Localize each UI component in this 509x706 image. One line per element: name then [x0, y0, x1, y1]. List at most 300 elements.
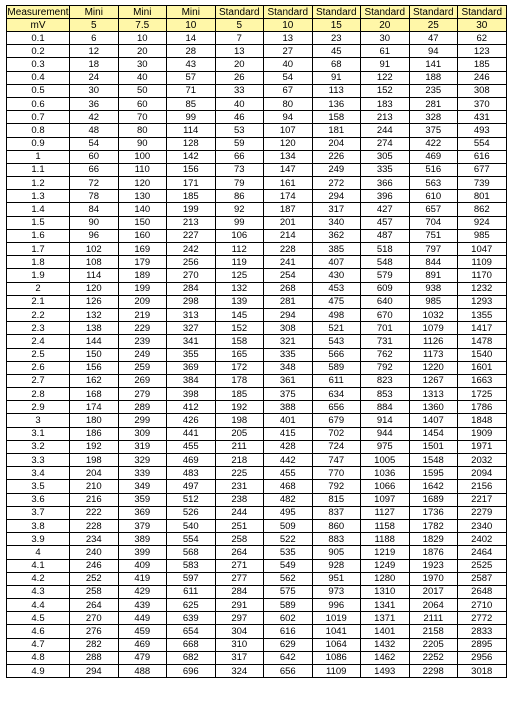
value-cell: 216 — [70, 493, 119, 506]
value-cell: 192 — [70, 440, 119, 453]
value-cell: 234 — [70, 533, 119, 546]
value-cell: 1293 — [458, 295, 507, 308]
measurement-cell: 4 — [7, 546, 70, 559]
table-row — [7, 506, 507, 519]
table-row — [7, 348, 507, 361]
table-row — [7, 111, 507, 124]
value-cell: 2156 — [458, 480, 507, 493]
value-cell: 366 — [361, 177, 410, 190]
value-cell: 297 — [215, 612, 264, 625]
value-cell: 162 — [70, 374, 119, 387]
value-cell: 305 — [361, 150, 410, 163]
value-cell: 284 — [167, 282, 216, 295]
value-cell: 304 — [215, 625, 264, 638]
table-row — [7, 32, 507, 45]
value-cell: 670 — [361, 308, 410, 321]
value-cell: 271 — [215, 559, 264, 572]
value-cell: 185 — [458, 58, 507, 71]
value-cell: 770 — [312, 467, 361, 480]
table-row — [7, 546, 507, 559]
value-cell: 975 — [361, 440, 410, 453]
value-cell: 45 — [312, 45, 361, 58]
value-cell: 1786 — [458, 401, 507, 414]
value-cell: 120 — [118, 177, 167, 190]
value-cell: 249 — [118, 348, 167, 361]
value-cell: 341 — [167, 335, 216, 348]
value-cell: 1079 — [409, 322, 458, 335]
value-cell: 566 — [312, 348, 361, 361]
value-cell: 1066 — [361, 480, 410, 493]
value-cell: 2587 — [458, 572, 507, 585]
header-cell-type: Standard — [409, 6, 458, 19]
value-cell: 479 — [118, 651, 167, 664]
table-row — [7, 71, 507, 84]
value-cell: 516 — [409, 163, 458, 176]
header-cell-size: 10 — [167, 19, 216, 32]
header-row-size — [7, 19, 507, 32]
value-cell: 1047 — [458, 243, 507, 256]
value-cell: 13 — [264, 32, 313, 45]
value-cell: 415 — [264, 427, 313, 440]
measurement-cell: 2.6 — [7, 361, 70, 374]
value-cell: 1540 — [458, 348, 507, 361]
value-cell: 26 — [215, 71, 264, 84]
table-row — [7, 58, 507, 71]
value-cell: 214 — [264, 229, 313, 242]
value-cell: 33 — [215, 84, 264, 97]
value-cell: 853 — [361, 388, 410, 401]
table-row — [7, 612, 507, 625]
value-cell: 24 — [70, 71, 119, 84]
value-cell: 128 — [167, 137, 216, 150]
table-row — [7, 150, 507, 163]
value-cell: 100 — [118, 150, 167, 163]
table-row — [7, 440, 507, 453]
value-cell: 938 — [409, 282, 458, 295]
value-cell: 310 — [215, 638, 264, 651]
table-row — [7, 572, 507, 585]
value-cell: 130 — [118, 190, 167, 203]
value-cell: 375 — [409, 124, 458, 137]
value-cell: 205 — [215, 427, 264, 440]
value-cell: 112 — [215, 243, 264, 256]
measurement-cell: 4.3 — [7, 585, 70, 598]
value-cell: 132 — [70, 308, 119, 321]
value-cell: 132 — [215, 282, 264, 295]
value-cell: 219 — [118, 308, 167, 321]
value-cell: 928 — [312, 559, 361, 572]
value-cell: 308 — [264, 322, 313, 335]
value-cell: 1478 — [458, 335, 507, 348]
value-cell: 677 — [458, 163, 507, 176]
value-cell: 187 — [264, 203, 313, 216]
value-cell: 328 — [409, 111, 458, 124]
value-cell: 180 — [70, 414, 119, 427]
table-row — [7, 361, 507, 374]
value-cell: 294 — [264, 308, 313, 321]
header-cell-size: mV — [7, 19, 70, 32]
value-cell: 256 — [167, 256, 216, 269]
value-cell: 924 — [458, 216, 507, 229]
measurement-cell: 2.8 — [7, 388, 70, 401]
value-cell: 422 — [409, 137, 458, 150]
value-cell: 370 — [458, 97, 507, 110]
value-cell: 375 — [264, 388, 313, 401]
value-cell: 1036 — [361, 467, 410, 480]
value-cell: 281 — [264, 295, 313, 308]
value-cell: 12 — [70, 45, 119, 58]
value-cell: 611 — [167, 585, 216, 598]
value-cell: 134 — [264, 150, 313, 163]
value-cell: 61 — [361, 45, 410, 58]
value-cell: 739 — [458, 177, 507, 190]
value-cell: 384 — [167, 374, 216, 387]
value-cell: 495 — [264, 506, 313, 519]
value-cell: 1032 — [409, 308, 458, 321]
value-cell: 57 — [167, 71, 216, 84]
value-cell: 150 — [118, 216, 167, 229]
value-cell: 79 — [215, 177, 264, 190]
measurement-cell: 4.9 — [7, 665, 70, 678]
value-cell: 2032 — [458, 454, 507, 467]
measurement-cell: 3.4 — [7, 467, 70, 480]
value-cell: 985 — [458, 229, 507, 242]
value-cell: 575 — [264, 585, 313, 598]
value-cell: 2111 — [409, 612, 458, 625]
measurement-cell: 3.1 — [7, 427, 70, 440]
value-cell: 801 — [458, 190, 507, 203]
value-cell: 244 — [361, 124, 410, 137]
measurement-cell: 3.3 — [7, 454, 70, 467]
measurement-cell: 4.5 — [7, 612, 70, 625]
value-cell: 252 — [70, 572, 119, 585]
measurement-cell: 2.3 — [7, 322, 70, 335]
table-row — [7, 256, 507, 269]
header-cell-size: 25 — [409, 19, 458, 32]
header-cell-type: Standard — [312, 6, 361, 19]
value-cell: 815 — [312, 493, 361, 506]
value-cell: 264 — [70, 599, 119, 612]
value-cell: 178 — [215, 374, 264, 387]
value-cell: 2772 — [458, 612, 507, 625]
value-cell: 36 — [70, 97, 119, 110]
value-cell: 459 — [118, 625, 167, 638]
value-cell: 198 — [70, 454, 119, 467]
value-cell: 218 — [215, 454, 264, 467]
value-cell: 385 — [312, 243, 361, 256]
value-cell: 156 — [70, 361, 119, 374]
value-cell: 43 — [167, 58, 216, 71]
header-cell-size: 7.5 — [118, 19, 167, 32]
value-cell: 2464 — [458, 546, 507, 559]
value-cell: 1782 — [409, 519, 458, 532]
measurement-cell: 3.8 — [7, 519, 70, 532]
value-cell: 589 — [264, 599, 313, 612]
value-cell: 298 — [167, 295, 216, 308]
value-cell: 844 — [409, 256, 458, 269]
value-cell: 27 — [264, 45, 313, 58]
measurement-cell: 3.5 — [7, 480, 70, 493]
value-cell: 543 — [312, 335, 361, 348]
value-cell: 1848 — [458, 414, 507, 427]
measurement-cell: 1.5 — [7, 216, 70, 229]
measurement-cell: 2 — [7, 282, 70, 295]
value-cell: 487 — [361, 229, 410, 242]
value-cell: 1005 — [361, 454, 410, 467]
table-row — [7, 308, 507, 321]
value-cell: 20 — [118, 45, 167, 58]
value-cell: 1548 — [409, 454, 458, 467]
value-cell: 399 — [118, 546, 167, 559]
value-cell: 469 — [167, 454, 216, 467]
value-cell: 455 — [264, 467, 313, 480]
value-cell: 568 — [167, 546, 216, 559]
value-cell: 327 — [167, 322, 216, 335]
measurement-cell: 1.6 — [7, 229, 70, 242]
table-header — [7, 6, 507, 32]
value-cell: 1454 — [409, 427, 458, 440]
value-cell: 427 — [361, 203, 410, 216]
table-row — [7, 665, 507, 678]
value-cell: 192 — [215, 401, 264, 414]
measurement-cell: 4.4 — [7, 599, 70, 612]
value-cell: 152 — [361, 84, 410, 97]
value-cell: 201 — [264, 216, 313, 229]
value-cell: 1736 — [409, 506, 458, 519]
measurement-cell: 3.2 — [7, 440, 70, 453]
value-cell: 2217 — [458, 493, 507, 506]
measurement-cell: 3.7 — [7, 506, 70, 519]
value-cell: 80 — [264, 97, 313, 110]
value-cell: 181 — [312, 124, 361, 137]
value-cell: 702 — [312, 427, 361, 440]
measurement-cell: 2.1 — [7, 295, 70, 308]
value-cell: 2340 — [458, 519, 507, 532]
value-cell: 339 — [118, 467, 167, 480]
value-cell: 274 — [361, 137, 410, 150]
value-cell: 1371 — [361, 612, 410, 625]
value-cell: 70 — [118, 111, 167, 124]
value-cell: 158 — [215, 335, 264, 348]
value-cell: 222 — [70, 506, 119, 519]
measurement-cell: 2.2 — [7, 308, 70, 321]
value-cell: 797 — [409, 243, 458, 256]
table-row — [7, 97, 507, 110]
table-row — [7, 467, 507, 480]
value-cell: 426 — [167, 414, 216, 427]
value-cell: 1064 — [312, 638, 361, 651]
value-cell: 1097 — [361, 493, 410, 506]
value-cell: 535 — [264, 546, 313, 559]
value-cell: 629 — [264, 638, 313, 651]
header-cell-size: 15 — [312, 19, 361, 32]
value-cell: 1310 — [361, 585, 410, 598]
value-cell: 126 — [70, 295, 119, 308]
value-cell: 973 — [312, 585, 361, 598]
table-row — [7, 585, 507, 598]
value-cell: 361 — [264, 374, 313, 387]
table-row — [7, 599, 507, 612]
value-cell: 407 — [312, 256, 361, 269]
table-row — [7, 454, 507, 467]
value-cell: 521 — [312, 322, 361, 335]
value-cell: 1109 — [312, 665, 361, 678]
value-cell: 639 — [167, 612, 216, 625]
value-cell: 54 — [264, 71, 313, 84]
table-row — [7, 625, 507, 638]
value-cell: 2956 — [458, 651, 507, 664]
value-cell: 483 — [167, 467, 216, 480]
value-cell: 642 — [264, 651, 313, 664]
value-cell: 1432 — [361, 638, 410, 651]
value-cell: 2158 — [409, 625, 458, 638]
value-cell: 238 — [215, 493, 264, 506]
header-cell-type: Standard — [215, 6, 264, 19]
value-cell: 1109 — [458, 256, 507, 269]
value-cell: 905 — [312, 546, 361, 559]
value-cell: 204 — [70, 467, 119, 480]
value-cell: 28 — [167, 45, 216, 58]
value-cell: 329 — [118, 454, 167, 467]
value-cell: 84 — [70, 203, 119, 216]
value-cell: 431 — [458, 111, 507, 124]
value-cell: 583 — [167, 559, 216, 572]
value-cell: 125 — [215, 269, 264, 282]
value-cell: 1041 — [312, 625, 361, 638]
value-cell: 138 — [70, 322, 119, 335]
value-cell: 1188 — [361, 533, 410, 546]
value-cell: 430 — [312, 269, 361, 282]
measurement-cell: 1.4 — [7, 203, 70, 216]
value-cell: 2279 — [458, 506, 507, 519]
header-cell-size: 5 — [215, 19, 264, 32]
value-cell: 860 — [312, 519, 361, 532]
value-cell: 288 — [70, 651, 119, 664]
value-cell: 985 — [409, 295, 458, 308]
value-cell: 1725 — [458, 388, 507, 401]
value-cell: 493 — [458, 124, 507, 137]
measurement-cell: 0.8 — [7, 124, 70, 137]
header-cell-type: Standard — [361, 6, 410, 19]
value-cell: 168 — [70, 388, 119, 401]
value-cell: 884 — [361, 401, 410, 414]
measurement-cell: 0.2 — [7, 45, 70, 58]
value-cell: 60 — [118, 97, 167, 110]
value-cell: 156 — [167, 163, 216, 176]
value-cell: 272 — [312, 177, 361, 190]
value-cell: 1360 — [409, 401, 458, 414]
value-cell: 249 — [312, 163, 361, 176]
table-row — [7, 137, 507, 150]
value-cell: 268 — [264, 282, 313, 295]
value-cell: 1267 — [409, 374, 458, 387]
value-cell: 102 — [70, 243, 119, 256]
value-cell: 172 — [215, 361, 264, 374]
value-cell: 313 — [167, 308, 216, 321]
value-cell: 246 — [70, 559, 119, 572]
value-cell: 1019 — [312, 612, 361, 625]
value-cell: 204 — [312, 137, 361, 150]
value-cell: 1689 — [409, 493, 458, 506]
value-cell: 679 — [312, 414, 361, 427]
value-cell: 40 — [215, 97, 264, 110]
value-cell: 122 — [361, 71, 410, 84]
measurement-cell: 3 — [7, 414, 70, 427]
value-cell: 294 — [70, 665, 119, 678]
value-cell: 91 — [361, 58, 410, 71]
value-cell: 509 — [264, 519, 313, 532]
value-cell: 144 — [70, 335, 119, 348]
value-cell: 210 — [70, 480, 119, 493]
value-cell: 213 — [361, 111, 410, 124]
header-cell-type: Mini — [167, 6, 216, 19]
value-cell: 281 — [409, 97, 458, 110]
value-cell: 429 — [118, 585, 167, 598]
value-cell: 291 — [215, 599, 264, 612]
value-cell: 589 — [312, 361, 361, 374]
value-cell: 396 — [361, 190, 410, 203]
value-cell: 540 — [167, 519, 216, 532]
measurement-cell: 0.7 — [7, 111, 70, 124]
value-cell: 1493 — [361, 665, 410, 678]
value-cell: 188 — [409, 71, 458, 84]
value-cell: 2298 — [409, 665, 458, 678]
value-cell: 2402 — [458, 533, 507, 546]
value-cell: 1501 — [409, 440, 458, 453]
table-row — [7, 519, 507, 532]
value-cell: 92 — [215, 203, 264, 216]
value-cell: 269 — [118, 374, 167, 387]
value-cell: 3018 — [458, 665, 507, 678]
value-cell: 469 — [118, 638, 167, 651]
value-cell: 321 — [264, 335, 313, 348]
value-cell: 579 — [361, 269, 410, 282]
value-cell: 2094 — [458, 467, 507, 480]
value-cell: 42 — [70, 111, 119, 124]
table-row — [7, 427, 507, 440]
table-row — [7, 414, 507, 427]
value-cell: 1923 — [409, 559, 458, 572]
value-cell: 108 — [70, 256, 119, 269]
measurement-cell: 1.3 — [7, 190, 70, 203]
value-cell: 682 — [167, 651, 216, 664]
value-cell: 335 — [264, 348, 313, 361]
value-cell: 317 — [312, 203, 361, 216]
value-cell: 264 — [215, 546, 264, 559]
value-cell: 526 — [167, 506, 216, 519]
value-cell: 428 — [264, 440, 313, 453]
value-cell: 640 — [361, 295, 410, 308]
value-cell: 120 — [264, 137, 313, 150]
header-row-type — [7, 6, 507, 19]
value-cell: 409 — [118, 559, 167, 572]
table-row — [7, 177, 507, 190]
value-cell: 90 — [70, 216, 119, 229]
measurement-cell: 1.8 — [7, 256, 70, 269]
value-cell: 185 — [215, 388, 264, 401]
value-cell: 512 — [167, 493, 216, 506]
value-cell: 198 — [215, 414, 264, 427]
value-cell: 319 — [118, 440, 167, 453]
value-cell: 554 — [167, 533, 216, 546]
value-cell: 213 — [167, 216, 216, 229]
value-cell: 136 — [312, 97, 361, 110]
header-cell-type: Standard — [458, 6, 507, 19]
measurement-cell: 2.9 — [7, 401, 70, 414]
value-cell: 150 — [70, 348, 119, 361]
value-cell: 30 — [70, 84, 119, 97]
measurement-cell: 0.4 — [7, 71, 70, 84]
